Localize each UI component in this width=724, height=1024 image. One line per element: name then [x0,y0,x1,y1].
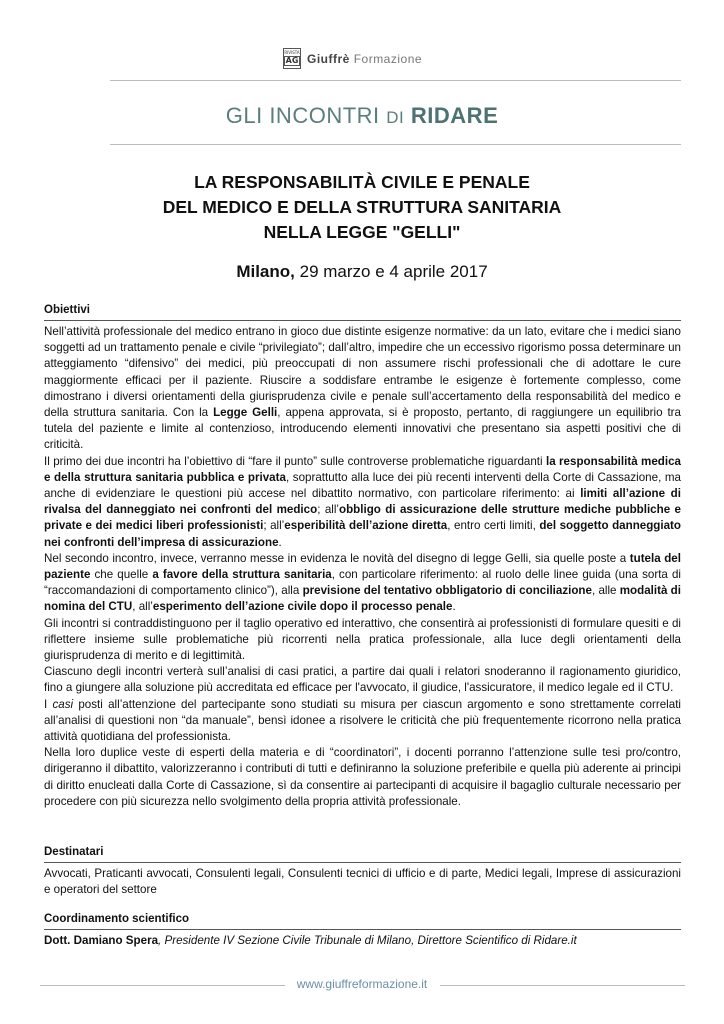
coordinator-name: Dott. Damiano Spera [44,934,159,947]
section-body [44,933,681,949]
paragraph [44,324,681,454]
text-run-bold: la responsabilità medica e della struttura sanitaria pubblica e privata [44,454,681,484]
section-destinatari [44,846,681,898]
text-run-italic: casi [52,697,74,711]
paragraph: Ciascuno degli incontri verterà sull’analisi di casi pratici, a partire dai quali i relatori snoderanno il ragionamento giuridico, fino a giungere alla soluzione più accreditata ed efficace per l'avvocato, il giudice, l'assicuratore, il medico legale ed il CTU. [44,665,681,695]
text-run: Nel secondo incontro, invece, verranno messe in evidenza le novità del disegno di legge Gelli, sia quelle poste a [44,551,630,565]
text-run: . [452,600,456,614]
header-divider-top [110,80,681,81]
series-title-part1: GLI INCONTRI [225,103,380,128]
text-run: , soprattutto alla luce dei più recenti interventi della Corte di Cassazione, ma anche di evidenziare le questioni più accese nel dibattito normativo, con particolare riferimento: ai [44,470,682,501]
footer-divider-right [440,985,685,986]
series-title-part3: RIDARE [410,103,499,128]
event-dates: 29 marzo e 4 aprile 2017 [299,262,488,281]
title-line-3: NELLA LEGGE "GELLI" [263,222,461,242]
text-run: , all’ [132,600,153,614]
header-divider-bottom [110,144,681,145]
coordinator-role: , Presidente IV Sezione Civile Tribunale di Milano, Direttore Scientifico di Ridare.it [158,934,577,947]
logo-mark: AG [285,56,299,65]
text-run-bold: limiti all’azione di rivalsa del danneggiato nei confronti del medico [44,487,681,517]
section-body [44,324,681,810]
series-title-part2: DI [386,108,405,127]
section-heading: Coordinamento scientifico [44,913,681,930]
text-run-bold: modalità di nomina del CTU [44,584,681,614]
text-run-bold: obbligo di assicurazione delle strutture mediche pubbliche e private e dei medici liberi professionisti [44,503,682,533]
event-date [0,262,724,282]
paragraph: Gli incontri si contraddistinguono per il taglio operativo ed interattivo, che consentirà ai professionisti di formulare quesiti e di riflettere insieme sulle problematiche più ricorrenti nella pratica professionale, alla luce degli orientamenti della giurisprudenza di merito e di legittimità. [44,616,681,663]
publisher-logo-icon [283,48,301,69]
text-run: , con particolare riferimento: al ruolo delle linee guida (una sorta di “raccomandazioni di comportamento clinico”), alla [44,568,681,598]
section-coordinamento [44,913,681,949]
section-obiettivi [44,304,681,810]
text-run: ; all’ [263,519,285,533]
paragraph [44,454,681,551]
title-line-2: DEL MEDICO E DELLA STRUTTURA SANITARIA [162,197,562,217]
publisher-brand [283,48,422,69]
text-run: ; all’ [317,503,339,517]
text-run-bold: esperibilità dell’azione diretta [284,519,448,533]
section-heading: Destinatari [44,846,681,863]
paragraph [44,551,681,616]
section-heading: Obiettivi [44,304,681,321]
footer-url[interactable] [0,977,724,991]
text-run-bold: a favore della struttura sanitaria [152,568,332,582]
text-run: che quelle [90,568,153,582]
paragraph [44,697,681,746]
text-run-bold: del soggetto danneggiato nei confronti dell’impresa di assicurazione [44,519,682,549]
series-title [0,103,724,129]
title-line-1: LA RESPONSABILITÀ CIVILE E PENALE [194,172,530,192]
website-link[interactable]: www.giuffreformazione.it [296,977,428,991]
text-run-bold: previsione del tentativo obbligatorio di conciliazione [302,584,592,598]
publisher-name-part1: Giuffrè [307,51,350,66]
text-run: Nell’attività professionale del medico entrano in gioco due distinte esigenze normative: da un lato, evitare che i medici siano soggetti ad un trattamento penale e civile “privilegiato”; dall’altro, impedire che un eccessivo rigorismo possa determinare un atteggiamento “difensivo” dei medici, più preoccupati di non assumere rischi professionali che di adottare le cure maggiormente efficaci per il paziente. Riuscire a soddisfare entrambe le esigenze è fortemente complesso, come dimostrano i diversi orientamenti della giurisprudenza civile e penale sull’accertamento della responsabilità del medico e della struttura sanitaria. Con la [44,325,681,420]
document-title [0,170,724,245]
text-run: posti all’attenzione del partecipante sono studiati su misura per ciascun argomento e sono strettamente correlati all’analisi di questioni non “da manuale”, bensì idonee a risolvere le criticità che più frequentemente ricorrono nella pratica attività quotidiana del professionista. [44,697,681,744]
text-run: , appena approvata, si è proposto, pertanto, di raggiungere un equilibrio tra tutela del paziente e limite al contenzioso, introducendo elementi innovativi che presentano sia aspetti positivi che di criticità. [44,406,681,452]
publisher-name-part2: Formazione [353,51,423,66]
text-run-bold: Legge Gelli [213,406,278,420]
event-city: Milano, [236,262,295,281]
text-run: , alle [591,584,620,598]
section-body: Avvocati, Praticanti avvocati, Consulenti legali, Consulenti tecnici di ufficio e di parte, Medici legali, Imprese di assicurazioni e operatori del settore [44,867,681,897]
text-run: Il primo dei due incontri ha l’obiettivo di “fare il punto” sulle controverse problematiche riguardanti [44,454,546,468]
text-run: , entro certi limiti, [447,519,540,533]
publisher-name [307,52,422,66]
text-run-bold: tutela del paziente [44,551,681,582]
text-run: I [44,697,53,711]
paragraph: Nella loro duplice veste di esperti della materia e di “coordinatori”, i docenti porranno l’attenzione sulle tesi pro/contro, dirigeranno il dibattito, valorizzeranno i contributi di tutti e definiranno la soluzione preferibile e quella più aderente ai principi di diritto enucleati dalla Corte di Cassazione, sì da consentire ai partecipanti di acquisire il bagaglio culturale necessario per procedere con più sicurezza nello svolgimento della propria attività professionale. [44,746,681,808]
logo-caption: RIVISTA [284,50,300,55]
text-run: . [278,535,282,549]
text-run-bold: esperimento dell’azione civile dopo il processo penale [152,600,453,614]
